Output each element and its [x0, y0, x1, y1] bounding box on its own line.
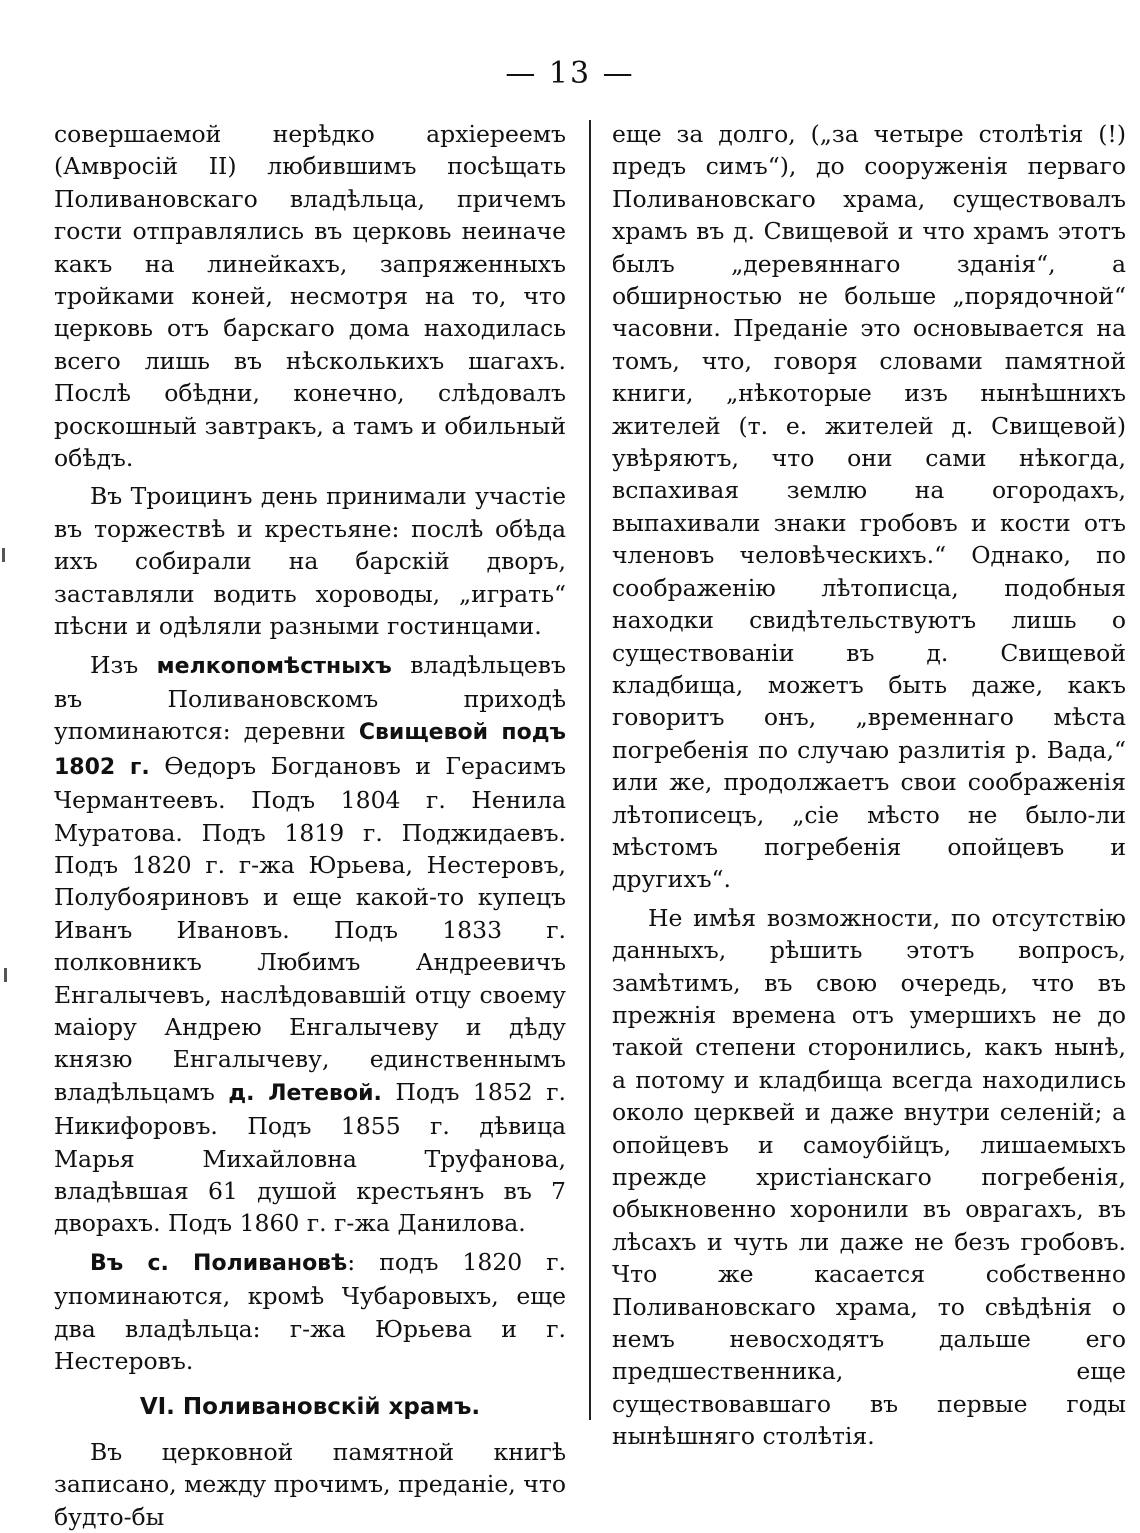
text-run: Подъ 1852 г. Никифоровъ. Подъ 1855 г. дѣвица Марья Михайловна Труфанова, владѣвшая 61 душой крестьянъ въ 7 дворахъ. Подъ 1860 г. г-жа Данилова. — [54, 1077, 567, 1238]
text-run: Изъ — [90, 650, 157, 679]
column-divider — [589, 120, 591, 1420]
paragraph: совершаемой нерѣдко архіереемъ (Амвросій II) любившимъ посѣщать Поливановскаго владѣльца, причемъ гости отправлялись въ церковь неиначе какъ на линейкахъ, запряженныхъ тройками коней, несмотря на то, что церковь отъ барскаго дома находилась всего лишь въ нѣсколькихъ шагахъ. Послѣ обѣдни, конечно, слѣдовалъ роскошный завтракъ, а тамъ и обильный обѣдъ. — [54, 120, 566, 473]
paragraph: еще за долго, („за четыре столѣтія (!) предъ симъ“), до сооруженія перваго Поливановскаго храма, существовалъ храмъ въ д. Свищевой и что храмъ этотъ былъ „деревяннаго зданія“, а обширностью не больше „порядочной“ часовни. Преданіе это основывается на томъ, что, говоря словами памятной книги, „нѣкоторые изъ нынѣшнихъ жителей (т. е. жителей д. Свищевой) увѣряютъ, что они сами нѣкогда, вспахивая землю на огородахъ, выпахивали знаки гробовъ и кости отъ членовъ человѣческихъ.“ Однако, по соображенію лѣтописца, подобныя находки свидѣтельствуютъ лишь о существованіи въ д. Свищевой кладбища, можетъ быть даже, какъ говоритъ онъ, „временнаго мѣста погребенія по случаю разлитія р. Вада,“ или же, продолжаетъ свои соображенія лѣтописецъ, „сіе мѣсто не было-ли мѣстомъ погребенія опойцевъ и другихъ“. — [612, 120, 1126, 894]
paragraph — [54, 649, 566, 1240]
emphasis-text: мелкопомѣстныхъ — [156, 653, 392, 679]
emphasis-text: Въ с. Поливановѣ — [90, 1250, 348, 1276]
scan-mark — [4, 968, 7, 982]
right-column — [612, 118, 1126, 1453]
emphasis-text: д. Летевой. — [228, 1080, 382, 1106]
text-run: Ѳедоръ Богдановъ и Герасимъ Чермантеевъ. Подъ 1804 г. Ненила Муратова. Подъ 1819 г. Поджидаевъ. Подъ 1820 г. г-жа Юрьева, Нестеровъ, Полубояриновъ и еще какой-то купецъ Иванъ Ивановъ. Подъ 1833 г. полковникъ Любимъ Андреевичъ Енгалычевъ, наслѣдовавшій отцу своему маіору Андрею Енгалычеву и дѣду князю Енгалычеву, единственнымъ владѣльцамъ — [54, 751, 566, 1106]
section-heading: VI. Поливановскій храмъ. — [139, 1394, 481, 1421]
paragraph: Не имѣя возможности, по отсутствію данныхъ, рѣшить этотъ вопросъ, замѣтимъ, въ свою очередь, что въ прежнія времена отъ умершихъ не до такой степени сторонились, какъ нынѣ, а потому и кладбища всегда находились около церквей и даже внутри селеній; а опойцевъ и самоубійцъ, лишаемыхъ прежде христіанскаго погребенія, обыкновенно хоронили въ оврагахъ, въ лѣсахъ и чуть ли даже не безъ гробовъ. Что же касается собственно Поливановскаго храма, то свѣдѣнія о немъ невосходятъ дальше его предшественника, еще существовавшаго въ первые годы нынѣшняго столѣтія. — [612, 903, 1126, 1451]
page-number: — 13 — — [505, 56, 635, 91]
scan-mark — [2, 548, 5, 562]
text-run: : подъ 1820 г. упоминаются, кромѣ Чубаровыхъ, еще два владѣльца: г-жа Юрьева и г. Нестеровъ. — [54, 1247, 566, 1376]
paragraph — [54, 1246, 566, 1378]
emphasis-text: Свищевой подъ 1802 г. — [54, 720, 566, 780]
paragraph: Въ церковной памятной книгѣ записано, между прочимъ, преданіе, что будто-бы — [54, 1437, 566, 1531]
left-column — [54, 118, 566, 1533]
text-run: владѣльцевъ въ Поливановскомъ приходѣ упоминаются: деревни — [54, 650, 566, 746]
paragraph: Въ Троицинъ день принимали участіе въ торжествѣ и крестьяне: послѣ обѣда ихъ собирали на барскій дворъ, заставляли водить хороводы, „играть“ пѣсни и одѣляли разными гостинцами. — [54, 482, 566, 641]
